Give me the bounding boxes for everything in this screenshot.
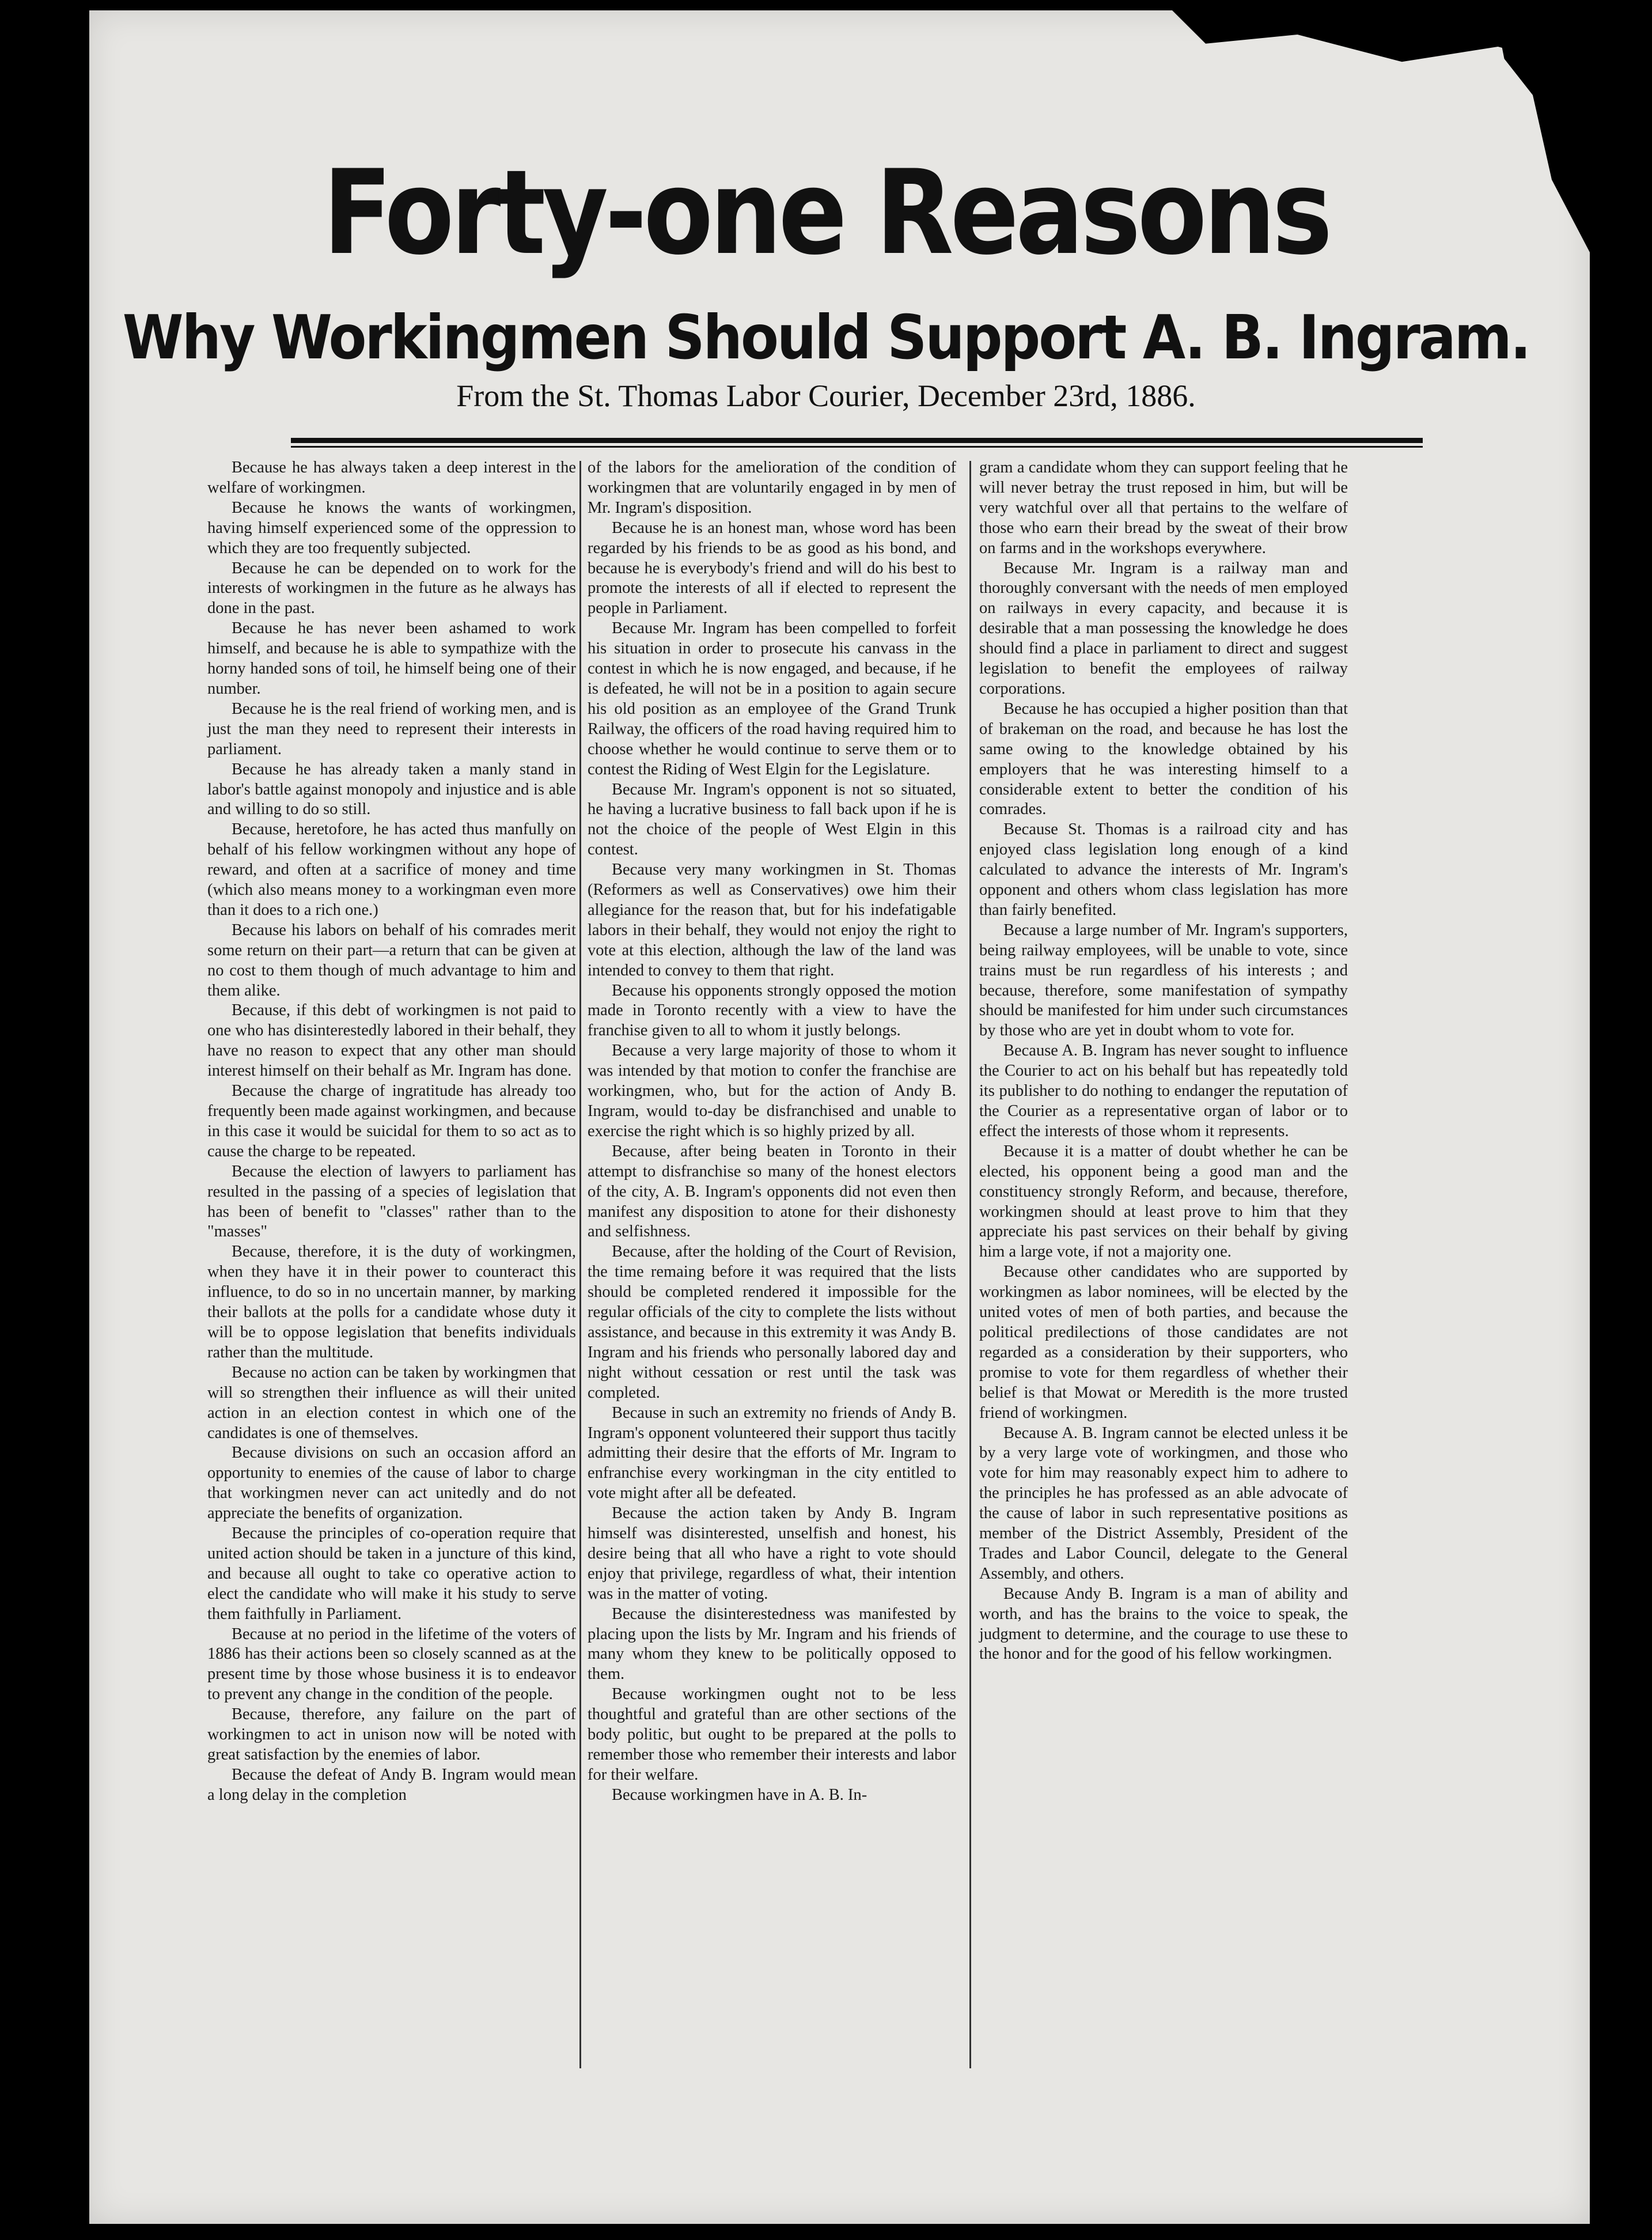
- reason-paragraph: Because a very large majority of those to whom it was intended by that motion to confer the franchise are workingmen, who, but for the action of Andy B. Ingram, would to-day be disfranchised and unable to exercise the right which is so highly prized by all.: [588, 1042, 956, 1140]
- reason-paragraph: Because A. B. Ingram cannot be elected unless it be by a very large vote of workingmen, and those who vote for him may reasonably expect him to adhere to the principles he has professed as an able advocate of the cause of labor in such representative positions as member of the District Assembly, President of the Trades and Labor Council, delegate to the General Assembly, and others.: [979, 1424, 1348, 1583]
- reason-paragraph: Because at no period in the lifetime of the voters of 1886 has their actions been so closely scanned as at the present time by those whose business it is to endeavor to prevent any change in the condition of the people.: [207, 1625, 576, 1704]
- reason-paragraph: Because he can be depended on to work for the interests of workingmen in the future as he always has done in the past.: [207, 559, 576, 618]
- reason-paragraph: Because the disinterestedness was manifested by placing upon the lists by Mr. Ingram and his friends of many whom they knew to be politically opposed to them.: [588, 1605, 956, 1683]
- reason-paragraph: Because he knows the wants of workingmen, having himself experienced some of the oppression to which they are too frequently subjected.: [207, 498, 576, 557]
- reason-paragraph: Because Mr. Ingram has been compelled to forfeit his situation in order to prosecute his canvass in the contest in which he is now engaged, and because, if he is defeated, he will not be in a position to again secure his old position as an employee of the Grand Trunk Railway, the officers of the road having required him to choose whether he would continue to serve them or to contest the Riding of West Elgin for the Legislature.: [588, 619, 956, 778]
- header-rule: [291, 438, 1423, 443]
- reason-paragraph: Because, therefore, it is the duty of workingmen, when they have it in their power to counteract this influence, to do so in no uncertain manner, by marking their ballots at the polls for a candidate whose duty it will be to oppose legislation that benefits individuals rather than the multitude.: [207, 1243, 576, 1361]
- reason-paragraph: Because a large number of Mr. Ingram's supporters, being railway employees, will be unable to vote, since trains must be run regardless of his interests ; and because, therefore, some manifestation of sympathy should be manifested for him under such circumstances by those who are yet in doubt whom to vote for.: [979, 921, 1348, 1040]
- reason-paragraph: gram a candidate whom they can support feeling that he will never betray the trust reposed in him, but will be very watchful over all that pertains to the welfare of those who earn their bread by the sweat of their brow on farms and in the workshops everywhere.: [979, 459, 1348, 557]
- column-divider: [969, 461, 971, 2068]
- reason-paragraph: of the labors for the amelioration of the condition of workingmen that are voluntarily engaged in by men of Mr. Ingram's disposition.: [588, 459, 956, 517]
- reason-paragraph: Because in such an extremity no friends of Andy B. Ingram's opponent volunteered their support thus tacitly admitting their desire that the efforts of Mr. Ingram to enfranchise every workingman in the city entitled to vote might after all be defeated.: [588, 1403, 956, 1503]
- text-column-1: [207, 458, 576, 2060]
- text-column-3: [979, 458, 1348, 1847]
- reason-paragraph: Because Mr. Ingram's opponent is not so situated, he having a lucrative business to fall back upon if he is not the choice of the people of West Elgin in this contest.: [588, 780, 956, 859]
- reason-paragraph: Because other candidates who are supported by workingmen as labor nominees, will be elected by the united votes of men of both parties, and because the political predilections of those candidates are not regarded as a consideration by their supporters, who promise to vote for them regardless of whether their belief is that Mowat or Meredith is the more trusted friend of workingmen.: [979, 1263, 1348, 1422]
- reason-paragraph: Because the election of lawyers to parliament has resulted in the passing of a species of legislation that has been of benefit to "classes" rather than to the "masses": [207, 1162, 576, 1241]
- reason-paragraph: Because Andy B. Ingram is a man of ability and worth, and has the brains to the voice to speak, the judgment to determine, and the courage to use these to the honor and for the good of his fellow workingmen.: [979, 1584, 1348, 1663]
- reason-paragraph: Because, after the holding of the Court of Revision, the time remaing before it was required that the lists should be completed rendered it impossible for the regular officials of the city to complete the lists without assistance, and because in this extremity it was Andy B. Ingram and his friends who personally labored day and night without cessation or rest until the task was completed.: [588, 1243, 956, 1402]
- reason-paragraph: Because the defeat of Andy B. Ingram would mean a long delay in the completion: [207, 1765, 576, 1804]
- reason-paragraph: Because very many workingmen in St. Thomas (Reformers as well as Conservatives) owe him their allegiance for the reason that, but for his indefatigable labors in their behalf, they would not enjoy the right to vote at this election, although the law of the land was intended to convey to them that right.: [588, 861, 956, 979]
- reason-paragraph: Because it is a matter of doubt whether he can be elected, his opponent being a good man and the constituency strongly Reform, and because, therefore, workingmen should at least prove to him that they appreciate his past services on their behalf by giving him a large vote, if not a majority one.: [979, 1142, 1348, 1261]
- reason-paragraph: Because his labors on behalf of his comrades merit some return on their part—a return that can be given at no cost to them though of much advantage to him and them alike.: [207, 921, 576, 1000]
- header-rule-thin: [291, 446, 1423, 448]
- reason-paragraph: Because he has occupied a higher position than that of brakeman on the road, and because he has lost the same owing to the knowledge obtained by his employers that he was interesting himself to a considerable extent to better the condition of his comrades.: [979, 699, 1348, 819]
- reason-paragraph: Because the action taken by Andy B. Ingram himself was disinterested, unselfish and honest, his desire being that all who have a right to vote should enjoy that privilege, regardless of what, their intention was in the matter of voting.: [588, 1504, 956, 1603]
- reason-paragraph: Because his opponents strongly opposed the motion made in Toronto recently with a view to have the franchise given to all to whom it justly belongs.: [588, 981, 956, 1040]
- reason-paragraph: Because, after being beaten in Toronto in their attempt to disfranchise so many of the honest electors of the city, A. B. Ingram's opponents did not even then manifest any disposition to atone for their dishonesty and selfishness.: [588, 1142, 956, 1241]
- reason-paragraph: Because workingmen ought not to be less thoughtful and grateful than are other sections of the body politic, but ought to be prepared at the polls to remember those who remember their interests and labor for their welfare.: [588, 1685, 956, 1784]
- reason-paragraph: Because, therefore, any failure on the part of workingmen to act in unison now will be noted with great satisfaction by the enemies of labor.: [207, 1705, 576, 1764]
- reason-paragraph: Because the principles of co-operation require that united action should be taken in a juncture of this kind, and because all ought to take co operative action to elect the candidate who will make it his study to serve them faithfully in Parliament.: [207, 1524, 576, 1623]
- reason-paragraph: Because divisions on such an occasion afford an opportunity to enemies of the cause of labor to charge that workingmen never can act unitedly and do not appreciate the benefits of organization.: [207, 1444, 576, 1523]
- page-title: Forty-one Reasons: [323, 145, 1329, 281]
- source-line: From the St. Thomas Labor Courier, December 23rd, 1886.: [456, 379, 1196, 413]
- reason-paragraph: Because he has already taken a manly stand in labor's battle against monopoly and injustice and is able and willing to do so still.: [207, 760, 576, 819]
- column-divider: [579, 461, 581, 2068]
- reason-paragraph: Because workingmen have in A. B. In-: [612, 1785, 867, 1804]
- reason-paragraph: Because no action can be taken by workingmen that will so strengthen their influence as will their united action in an election contest in which one of the candidates is one of themselves.: [207, 1363, 576, 1442]
- page-subtitle: Why Workingmen Should Support A. B. Ingram.: [122, 301, 1530, 373]
- reason-paragraph: Because he is an honest man, whose word has been regarded by his friends to be as good as his bond, and because he is everybody's friend and will do his best to promote the interests of all if elected to represent the people in Parliament.: [588, 519, 956, 618]
- reason-paragraph: Because, heretofore, he has acted thus manfully on behalf of his fellow workingmen without any hope of reward, and often at a sacrifice of money and time (which also means money to a workingman even more than it does to a rich one.): [207, 820, 576, 919]
- reason-paragraph: Because Mr. Ingram is a railway man and thoroughly conversant with the needs of men employed on railways in every capacity, and because it is desirable that a man possessing the knowledge he does should find a place in parliament to direct and suggest legislation to benefit the employees of railway corporations.: [979, 559, 1348, 698]
- reason-paragraph: Because A. B. Ingram has never sought to influence the Courier to act on his behalf but has repeatedly told its publisher to do nothing to endanger the reputation of the Courier as a representative organ of labor or to effect the interests of those whom it represents.: [979, 1042, 1348, 1140]
- reason-paragraph: Because he has always taken a deep interest in the welfare of workingmen.: [207, 459, 576, 497]
- reason-paragraph: Because, if this debt of workingmen is not paid to one who has disinterestedly labored in their behalf, they have no reason to expect that any other man should interest himself on their behalf as Mr. Ingram has done.: [207, 1001, 576, 1080]
- reason-paragraph: Because St. Thomas is a railroad city and has enjoyed class legislation long enough of a kind calculated to advance the interests of Mr. Ingram's opponent and others whom class legislation has more than fairly benefited.: [979, 820, 1348, 919]
- reason-paragraph: Because he is the real friend of working men, and is just the man they need to represent their interests in parliament.: [207, 699, 576, 758]
- text-column-2: [588, 458, 956, 2065]
- reason-paragraph: Because the charge of ingratitude has already too frequently been made against workingmen, and because in this case it would be suicidal for them to so act as to cause the charge to be repeated.: [207, 1082, 576, 1160]
- reason-paragraph: Because he has never been ashamed to work himself, and because he is able to sympathize with the horny handed sons of toil, he himself being one of their number.: [207, 619, 576, 698]
